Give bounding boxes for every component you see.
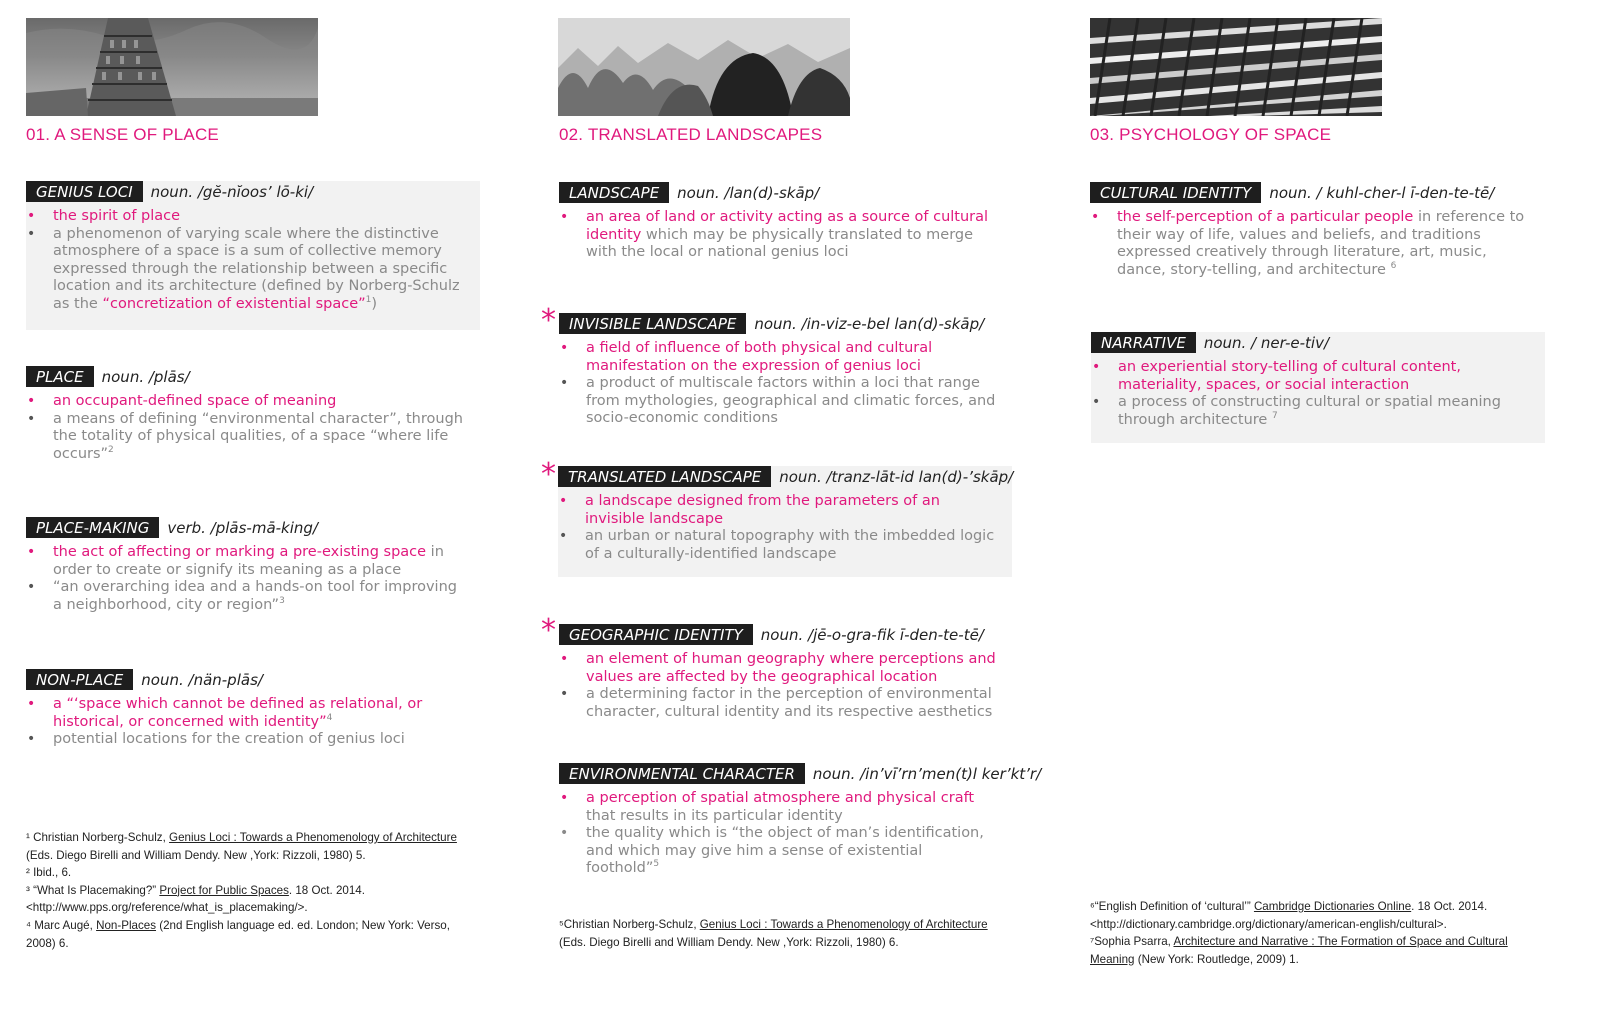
definition-text: a phenomenon of varying scale where the distinctive atmosphere of a space is a sum of collective memory expressed through the relationship between a specific location and its architecture (defined by Norberg-Schulz as the [53, 225, 460, 312]
definition-list [26, 208, 480, 314]
footnote [26, 917, 476, 952]
term-row [559, 182, 999, 203]
footnote-text: ² Ibid., 6. [26, 866, 72, 880]
definition-item [26, 411, 466, 464]
memorial-stelae-image [1090, 18, 1382, 116]
term-row [559, 763, 1042, 784]
entry-narrative [1091, 332, 1545, 443]
term-label: ENVIRONMENTAL CHARACTER [559, 763, 805, 784]
definition-text: potential locations for the creation of genius loci [53, 731, 405, 748]
key-phrase: a “‘space which cannot be defined as relational, or historical, or concerned with identity” [53, 696, 423, 730]
footnote [559, 916, 999, 951]
definition-text: which may be physically translated to merge with the local or national genius loci [586, 226, 974, 261]
definition-text: that results in its particular identity [586, 807, 843, 824]
entry-cultural-identity [1090, 182, 1535, 279]
footnote [1090, 933, 1540, 968]
definition-item [559, 651, 999, 686]
footnote-ref: 6 [1390, 260, 1397, 271]
pronunciation: noun. / kuhl-cher-l ī-den-te-tē/ [1269, 183, 1495, 202]
asterisk-geographic-identity: * [541, 613, 556, 648]
key-phrase: “concretization of existential space” [102, 295, 366, 312]
definition-list [1090, 209, 1535, 279]
definition-item [559, 209, 999, 262]
pronunciation: noun. /plās/ [101, 367, 190, 386]
definition-text: “an overarching idea and a hands-on tool for improving a neighborhood, city or region” [53, 579, 457, 613]
entry-non-place [26, 669, 466, 749]
pronunciation: verb. /plās-mā-king/ [167, 518, 318, 537]
definition-text: ) [371, 295, 378, 312]
footnote [26, 864, 476, 882]
term-row [26, 669, 466, 690]
section-title-psychology-of-space: 03. PSYCHOLOGY OF SPACE [1090, 125, 1332, 144]
definition-list [558, 493, 1012, 563]
definition-text: in reference to their way of life, values and beliefs, and traditions expressed creatively through literature, art, music, dance, story-telling, and architecture [1117, 209, 1525, 278]
definition-item [559, 686, 999, 721]
pronunciation: noun. /in-viz-e-bel lan(d)-skāp/ [754, 314, 985, 333]
term-row [558, 466, 1012, 487]
definition-item [1091, 359, 1537, 394]
footnote-ref: 4 [326, 712, 333, 723]
definition-item [1091, 394, 1537, 429]
definition-list [559, 340, 999, 428]
term-row [1091, 332, 1545, 353]
definition-item [26, 208, 472, 226]
key-phrase: an experiential story-telling of cultural content, materiality, spaces, or social interaction [1118, 359, 1461, 393]
definition-list [559, 651, 999, 721]
definition-text: a means of defining “environmental character”, through the totality of physical qualities, of a space “where life occurs” [53, 410, 463, 462]
footnote-ref: 5 [653, 859, 660, 870]
pronunciation: noun. /lan(d)-skāp/ [677, 183, 820, 202]
definition-list [1091, 359, 1545, 429]
definition-list [559, 209, 999, 262]
key-phrase: a field of influence of both physical and cultural manifestation on the expression of genius loci [586, 340, 933, 374]
footnote-text: (2nd English language ed. ed. London; New York: Verso, 2008) 6. [26, 918, 450, 950]
key-phrase: a landscape designed from the parameters of an invisible landscape [585, 493, 940, 527]
definition-text: a process of constructing cultural or spatial meaning through architecture [1118, 394, 1501, 428]
definition-list [559, 790, 999, 878]
definition-item [26, 393, 466, 411]
definition-item [558, 528, 1004, 563]
term-row [559, 313, 999, 334]
definition-text: a determining factor in the perception of environmental character, cultural identity and its respective aesthetics [586, 686, 993, 720]
karst-mountains-image [558, 18, 850, 116]
entry-place-making [26, 517, 466, 614]
section-title-translated-landscapes: 02. TRANSLATED LANDSCAPES [559, 125, 823, 144]
definition-item [559, 375, 999, 428]
pronunciation: noun. /in’vī’rn’men(t)l ker’kt’r/ [812, 764, 1042, 783]
key-phrase: an occupant-defined space of meaning [53, 393, 337, 409]
footnote [26, 882, 476, 917]
footnote-text: ⁷Sophia Psarra, [1090, 935, 1174, 949]
definition-item [559, 340, 999, 375]
definition-item [26, 579, 466, 614]
definition-list [26, 393, 466, 463]
footnote-text: ⁵Christian Norberg-Schulz, [559, 918, 700, 931]
asterisk-invisible-landscape: * [541, 303, 556, 338]
term-label: GENIUS LOCI [26, 181, 143, 202]
footnotes-col1 [26, 829, 476, 952]
term-row [26, 517, 466, 538]
key-phrase: the self-perception of a particular people [1117, 209, 1414, 225]
entry-place [26, 366, 466, 463]
footnote-text: ³ “What Is Placemaking?” [26, 883, 160, 897]
definition-list [26, 544, 466, 614]
citation-title: Architecture and Narrative : The Formation of Space and Cultural Meaning [1090, 935, 1508, 966]
pronunciation: noun. / ner-e-tiv/ [1203, 333, 1329, 352]
footnote [26, 829, 476, 864]
definition-text: in order to create or signify its meaning as a place [53, 544, 444, 578]
footnote-ref: 1 [365, 295, 372, 306]
pronunciation: noun. /gĕ-nĭoos’ lō-ki/ [150, 182, 314, 201]
key-phrase: a perception of spatial atmosphere and physical craft [586, 790, 975, 806]
footnote-text: ⁴ Marc Augé, [26, 918, 97, 932]
term-label: PLACE [26, 366, 94, 387]
footnote-ref: 2 [108, 444, 114, 455]
section-title-sense-of-place: 01. A SENSE OF PLACE [26, 125, 219, 144]
entry-genius-loci [26, 181, 480, 330]
definition-item [26, 731, 466, 749]
definition-item [1090, 209, 1535, 279]
term-row [26, 366, 466, 387]
term-label: CULTURAL IDENTITY [1090, 182, 1261, 203]
entry-landscape [559, 182, 999, 262]
definition-item [559, 825, 999, 878]
citation-title: Genius Loci : Towards a Phenomenology of Architecture [699, 918, 988, 931]
footnotes-col2 [559, 916, 999, 951]
footnote-ref: 3 [279, 595, 285, 606]
key-phrase: the spirit of place [53, 208, 181, 224]
citation-title: Non-Places [96, 918, 157, 932]
term-label: INVISIBLE LANDSCAPE [559, 313, 746, 334]
asterisk-translated-landscape: * [541, 457, 556, 492]
footnote-text: ¹ Christian Norberg-Schulz, [26, 831, 170, 844]
term-label: PLACE-MAKING [26, 517, 159, 538]
definition-text: a product of multiscale factors within a loci that range from mythologies, geographical and climatic forces, and socio-economic conditions [586, 375, 996, 427]
definition-list [26, 696, 466, 749]
term-label: LANDSCAPE [559, 182, 669, 203]
key-phrase: an element of human geography where perceptions and values are affected by the geographical location [586, 651, 996, 685]
entry-environmental-character [559, 763, 1042, 878]
citation-title: Cambridge Dictionaries Online [1253, 900, 1412, 913]
key-phrase: an area of land or activity acting as a source of cultural identity [586, 209, 989, 243]
pronunciation: noun. /jē-o-gra-fik ī-den-te-tē/ [760, 625, 984, 644]
definition-item [26, 544, 466, 579]
definition-item [26, 696, 466, 731]
key-phrase: the act of affecting or marking a pre-existing space [53, 544, 427, 560]
term-row [559, 624, 999, 645]
term-row [1090, 182, 1535, 203]
definition-text: the quality which is “the object of man’s identification, and which may give him a sense of existential foothold” [586, 825, 984, 877]
footnote-text: . 18 Oct. 2014. <http://dictionary.cambridge.org/dictionary/american-english/cultural>. [1090, 900, 1488, 931]
footnote-ref: 7 [1271, 410, 1278, 421]
entry-translated-landscape [558, 466, 1012, 577]
footnote [1090, 898, 1540, 933]
footnotes-col3 [1090, 898, 1540, 968]
footnote-text: ⁶“English Definition of ‘cultural’” [1090, 900, 1254, 913]
term-label: NON-PLACE [26, 669, 133, 690]
tower-of-babel-image [26, 18, 318, 116]
footnote-text: (Eds. Diego Birelli and William Dendy. New ,York: Rizzoli, 1980) 5. [26, 848, 366, 862]
footnote-text: (Eds. Diego Birelli and William Dendy. New ,York: Rizzoli, 1980) 6. [559, 935, 899, 949]
definition-item [558, 493, 1004, 528]
pronunciation: noun. /nän-plās/ [141, 670, 263, 689]
term-row [26, 181, 480, 202]
term-label: NARRATIVE [1091, 332, 1196, 353]
definition-item [559, 790, 999, 825]
footnote-text: (New York: Routledge, 2009) 1. [1134, 952, 1299, 966]
pronunciation: noun. /tranz-lāt-id lan(d)-’skāp/ [779, 467, 1014, 486]
entry-invisible-landscape [559, 313, 999, 428]
footnote-text: . 18 Oct. 2014. <http://www.pps.org/reference/what_is_placemaking/>. [26, 883, 365, 915]
definition-item [26, 226, 472, 314]
citation-title: Genius Loci : Towards a Phenomenology of Architecture [169, 831, 457, 844]
term-label: GEOGRAPHIC IDENTITY [559, 624, 753, 645]
definition-text: an urban or natural topography with the imbedded logic of a culturally-identified landscape [585, 528, 995, 562]
citation-title: Project for Public Spaces [159, 883, 289, 897]
term-label: TRANSLATED LANDSCAPE [558, 466, 771, 487]
entry-geographic-identity [559, 624, 999, 721]
